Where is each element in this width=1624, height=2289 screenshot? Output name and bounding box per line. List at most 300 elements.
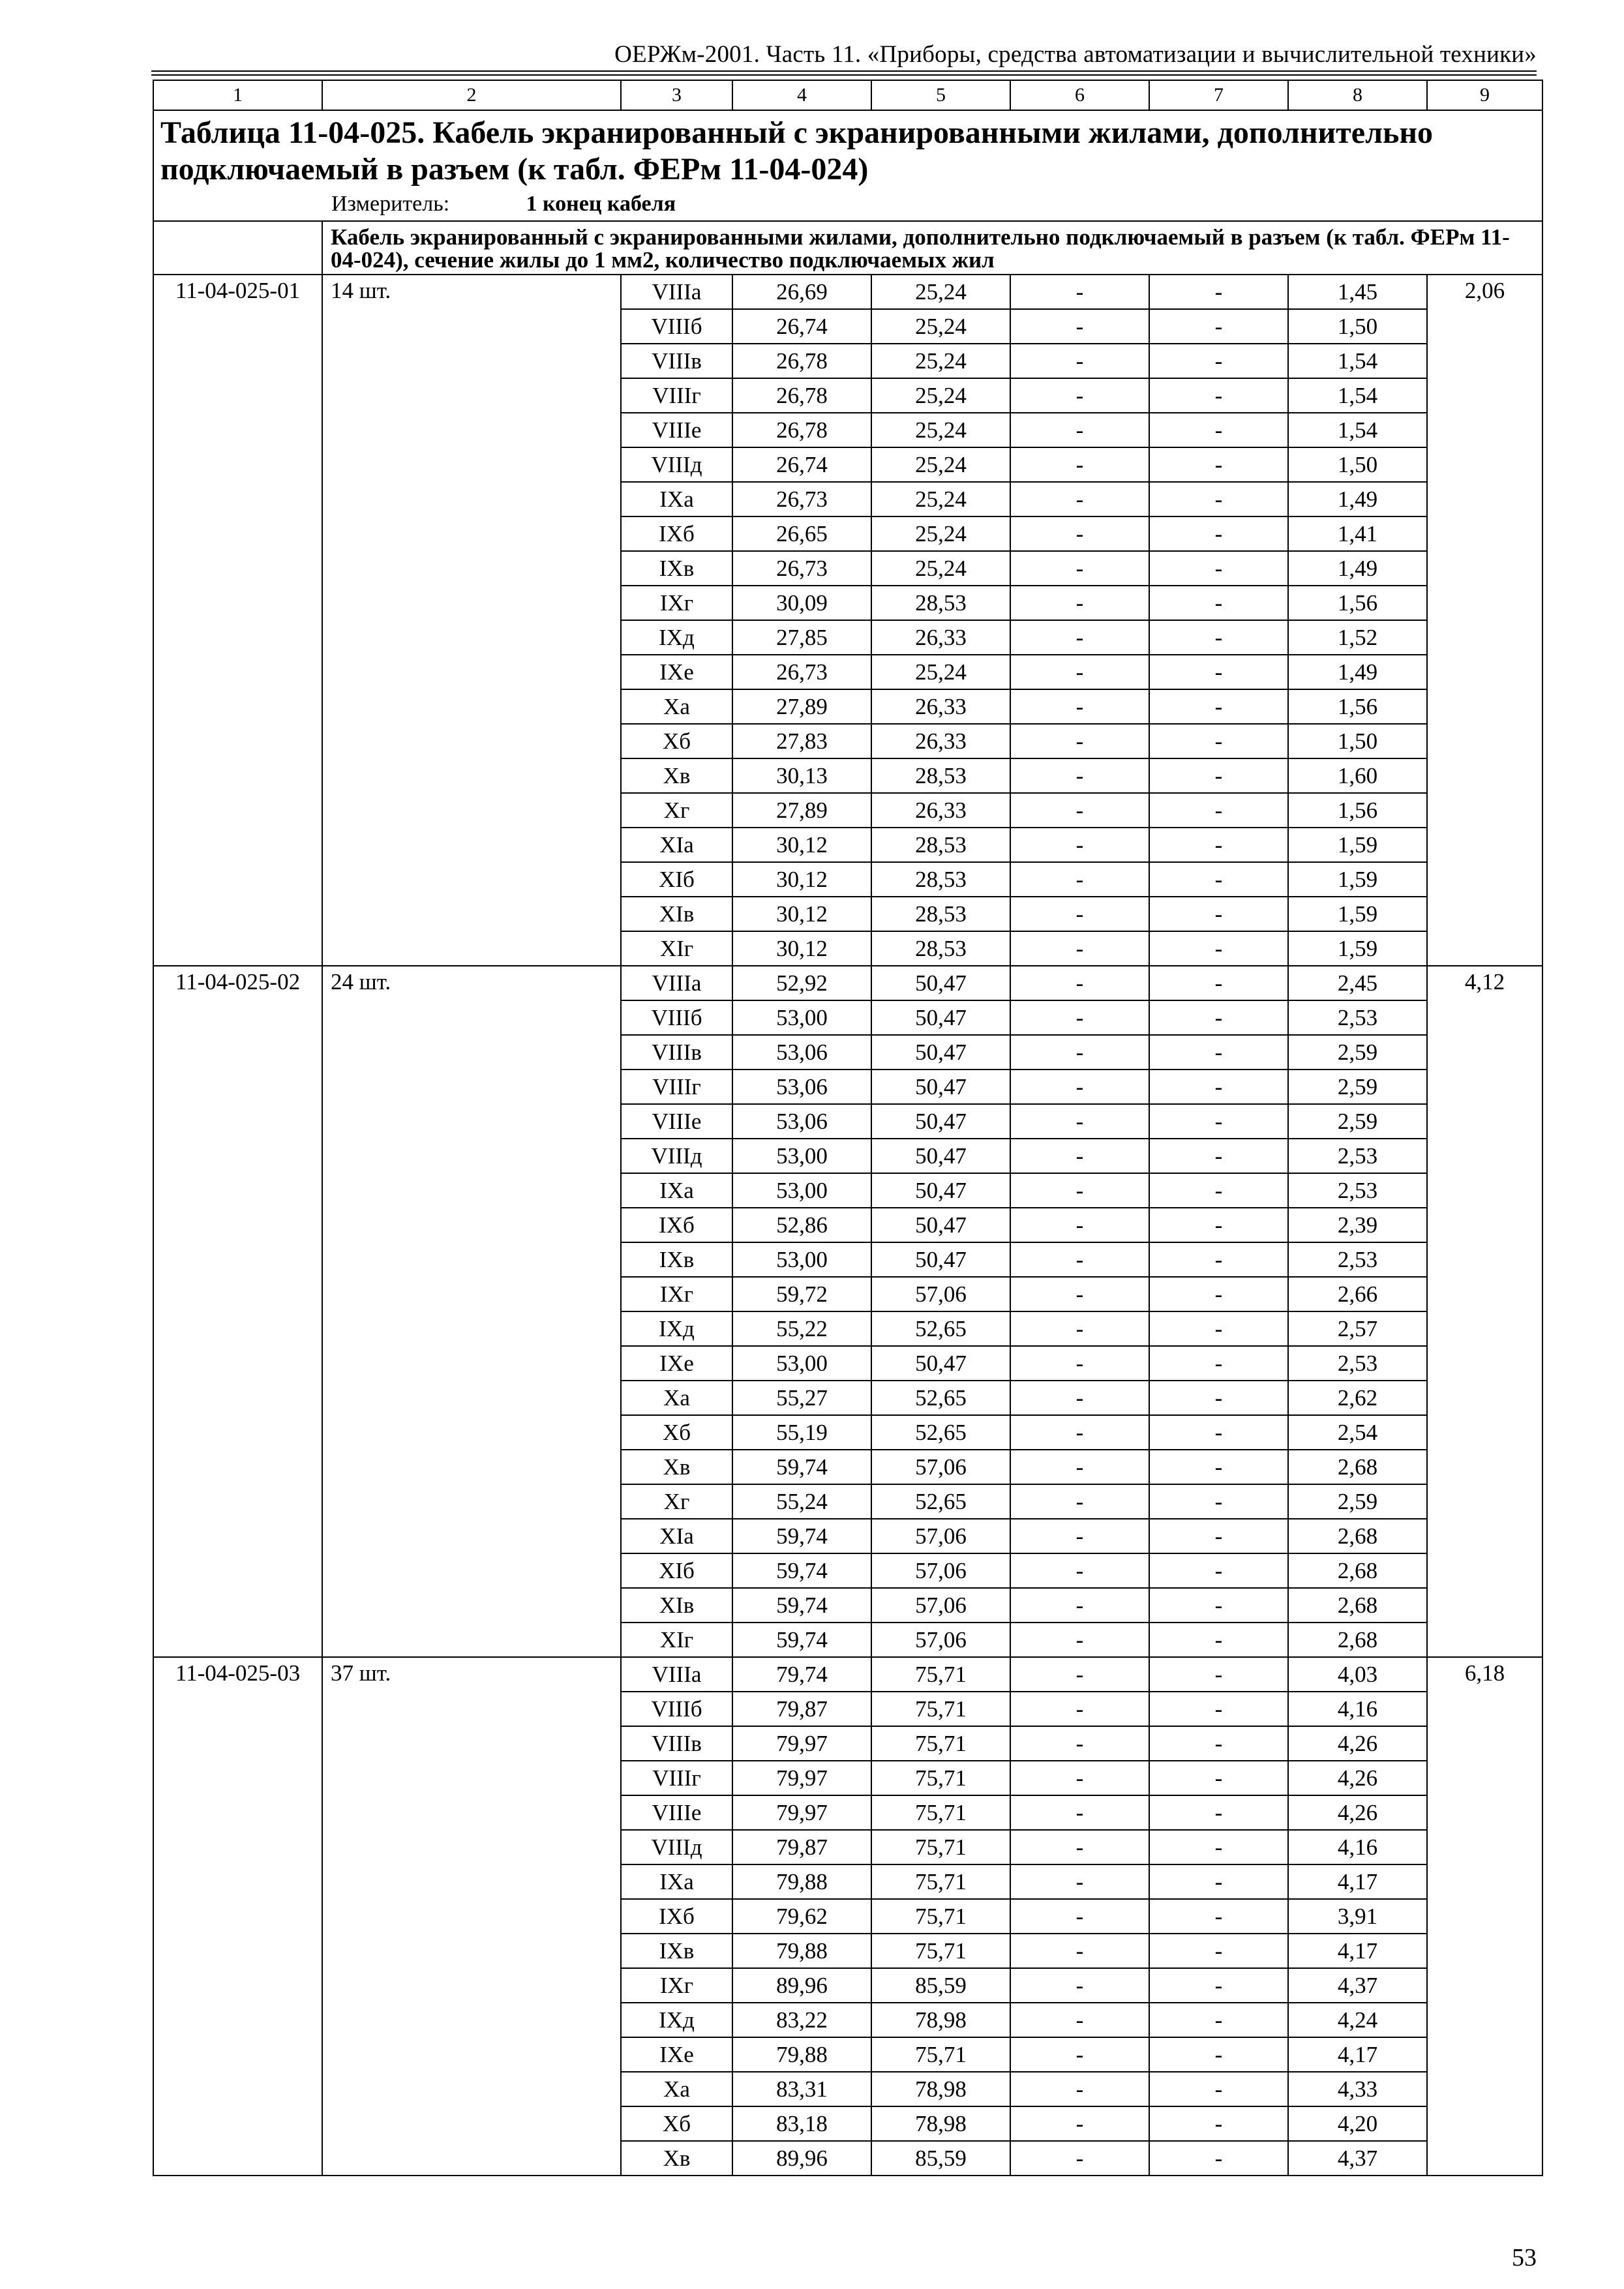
driver-cost: - bbox=[1149, 1381, 1288, 1415]
zone-code: IXб bbox=[621, 1899, 732, 1934]
total-cost: 53,00 bbox=[732, 1173, 871, 1208]
labor-hours: 2,06 bbox=[1427, 275, 1542, 966]
driver-cost: - bbox=[1149, 2106, 1288, 2141]
labor-cost: 75,71 bbox=[871, 1761, 1010, 1795]
material-cost: 1,60 bbox=[1288, 758, 1427, 793]
machine-cost: - bbox=[1010, 931, 1149, 966]
labor-cost: 28,53 bbox=[871, 586, 1010, 620]
machine-cost: - bbox=[1010, 1484, 1149, 1519]
machine-cost: - bbox=[1010, 1000, 1149, 1035]
total-cost: 53,06 bbox=[732, 1104, 871, 1139]
labor-cost: 50,47 bbox=[871, 1242, 1010, 1277]
machine-cost: - bbox=[1010, 1139, 1149, 1173]
total-cost: 79,97 bbox=[732, 1761, 871, 1795]
cores-quantity: 37 шт. bbox=[322, 1657, 621, 2176]
machine-cost: - bbox=[1010, 1415, 1149, 1450]
driver-cost: - bbox=[1149, 620, 1288, 655]
machine-cost: - bbox=[1010, 2003, 1149, 2037]
labor-cost: 26,33 bbox=[871, 689, 1010, 724]
labor-cost: 75,71 bbox=[871, 1899, 1010, 1934]
material-cost: 2,68 bbox=[1288, 1519, 1427, 1553]
material-cost: 1,56 bbox=[1288, 793, 1427, 828]
material-cost: 1,50 bbox=[1288, 309, 1427, 344]
machine-cost: - bbox=[1010, 413, 1149, 447]
material-cost: 2,62 bbox=[1288, 1381, 1427, 1415]
zone-code: Xб bbox=[621, 1415, 732, 1450]
machine-cost: - bbox=[1010, 1795, 1149, 1830]
labor-cost: 25,24 bbox=[871, 378, 1010, 413]
zone-code: XIг bbox=[621, 931, 732, 966]
driver-cost: - bbox=[1149, 2003, 1288, 2037]
total-cost: 53,00 bbox=[732, 1000, 871, 1035]
total-cost: 26,74 bbox=[732, 309, 871, 344]
labor-cost: 75,71 bbox=[871, 1934, 1010, 1968]
machine-cost: - bbox=[1010, 309, 1149, 344]
driver-cost: - bbox=[1149, 344, 1288, 378]
zone-code: XIб bbox=[621, 1553, 732, 1588]
driver-cost: - bbox=[1149, 1588, 1288, 1623]
zone-code: IXг bbox=[621, 586, 732, 620]
machine-cost: - bbox=[1010, 1623, 1149, 1657]
price-table bbox=[153, 80, 1543, 2176]
labor-cost: 50,47 bbox=[871, 1000, 1010, 1035]
machine-cost: - bbox=[1010, 1657, 1149, 1692]
machine-cost: - bbox=[1010, 1588, 1149, 1623]
machine-cost: - bbox=[1010, 1968, 1149, 2003]
machine-cost: - bbox=[1010, 1864, 1149, 1899]
driver-cost: - bbox=[1149, 1692, 1288, 1726]
total-cost: 30,13 bbox=[732, 758, 871, 793]
material-cost: 3,91 bbox=[1288, 1899, 1427, 1934]
material-cost: 2,59 bbox=[1288, 1484, 1427, 1519]
zone-code: Xа bbox=[621, 2072, 732, 2106]
zone-code: VIIIа bbox=[621, 1657, 732, 1692]
total-cost: 79,62 bbox=[732, 1899, 871, 1934]
driver-cost: - bbox=[1149, 758, 1288, 793]
machine-cost: - bbox=[1010, 793, 1149, 828]
machine-cost: - bbox=[1010, 1761, 1149, 1795]
driver-cost: - bbox=[1149, 516, 1288, 551]
zone-code: IXб bbox=[621, 516, 732, 551]
driver-cost: - bbox=[1149, 378, 1288, 413]
driver-cost: - bbox=[1149, 1104, 1288, 1139]
labor-cost: 50,47 bbox=[871, 1173, 1010, 1208]
total-cost: 26,65 bbox=[732, 516, 871, 551]
driver-cost: - bbox=[1149, 1346, 1288, 1381]
labor-cost: 75,71 bbox=[871, 1830, 1010, 1864]
total-cost: 53,06 bbox=[732, 1070, 871, 1104]
labor-cost: 25,24 bbox=[871, 516, 1010, 551]
total-cost: 83,18 bbox=[732, 2106, 871, 2141]
driver-cost: - bbox=[1149, 1864, 1288, 1899]
machine-cost: - bbox=[1010, 447, 1149, 482]
machine-cost: - bbox=[1010, 2072, 1149, 2106]
meter-row bbox=[160, 190, 1535, 220]
material-cost: 4,37 bbox=[1288, 1968, 1427, 2003]
labor-cost: 75,71 bbox=[871, 2037, 1010, 2072]
machine-cost: - bbox=[1010, 344, 1149, 378]
total-cost: 53,06 bbox=[732, 1035, 871, 1070]
zone-code: IXв bbox=[621, 551, 732, 586]
material-cost: 1,56 bbox=[1288, 689, 1427, 724]
column-number: 1 bbox=[153, 80, 322, 110]
machine-cost: - bbox=[1010, 1242, 1149, 1277]
material-cost: 2,68 bbox=[1288, 1553, 1427, 1588]
driver-cost: - bbox=[1149, 1519, 1288, 1553]
total-cost: 26,73 bbox=[732, 551, 871, 586]
table-row bbox=[153, 275, 1542, 309]
total-cost: 79,88 bbox=[732, 1934, 871, 1968]
labor-cost: 25,24 bbox=[871, 309, 1010, 344]
material-cost: 1,41 bbox=[1288, 516, 1427, 551]
machine-cost: - bbox=[1010, 724, 1149, 758]
machine-cost: - bbox=[1010, 1830, 1149, 1864]
driver-cost: - bbox=[1149, 931, 1288, 966]
machine-cost: - bbox=[1010, 966, 1149, 1000]
driver-cost: - bbox=[1149, 1311, 1288, 1346]
labor-cost: 85,59 bbox=[871, 2141, 1010, 2176]
zone-code: IXд bbox=[621, 1311, 732, 1346]
driver-cost: - bbox=[1149, 1070, 1288, 1104]
zone-code: VIIIе bbox=[621, 413, 732, 447]
driver-cost: - bbox=[1149, 966, 1288, 1000]
machine-cost: - bbox=[1010, 1346, 1149, 1381]
labor-cost: 50,47 bbox=[871, 1070, 1010, 1104]
material-cost: 4,17 bbox=[1288, 1864, 1427, 1899]
zone-code: IXд bbox=[621, 2003, 732, 2037]
labor-cost: 57,06 bbox=[871, 1450, 1010, 1484]
zone-code: XIа bbox=[621, 1519, 732, 1553]
column-number: 5 bbox=[871, 80, 1010, 110]
labor-cost: 78,98 bbox=[871, 2072, 1010, 2106]
zone-code: IXа bbox=[621, 1173, 732, 1208]
material-cost: 4,16 bbox=[1288, 1692, 1427, 1726]
zone-code: VIIIб bbox=[621, 309, 732, 344]
labor-cost: 52,65 bbox=[871, 1381, 1010, 1415]
material-cost: 1,54 bbox=[1288, 413, 1427, 447]
zone-code: Xв bbox=[621, 758, 732, 793]
machine-cost: - bbox=[1010, 862, 1149, 897]
labor-cost: 75,71 bbox=[871, 1726, 1010, 1761]
driver-cost: - bbox=[1149, 1035, 1288, 1070]
material-cost: 1,49 bbox=[1288, 551, 1427, 586]
zone-code: VIIIб bbox=[621, 1000, 732, 1035]
labor-cost: 75,71 bbox=[871, 1795, 1010, 1830]
labor-hours: 4,12 bbox=[1427, 966, 1542, 1657]
machine-cost: - bbox=[1010, 2106, 1149, 2141]
cores-quantity: 14 шт. bbox=[322, 275, 621, 966]
total-cost: 79,87 bbox=[732, 1830, 871, 1864]
total-cost: 27,83 bbox=[732, 724, 871, 758]
labor-cost: 57,06 bbox=[871, 1277, 1010, 1311]
labor-cost: 28,53 bbox=[871, 758, 1010, 793]
labor-cost: 25,24 bbox=[871, 482, 1010, 516]
zone-code: IXб bbox=[621, 1208, 732, 1242]
total-cost: 79,88 bbox=[732, 2037, 871, 2072]
machine-cost: - bbox=[1010, 1381, 1149, 1415]
zone-code: Xв bbox=[621, 1450, 732, 1484]
zone-code: Xг bbox=[621, 793, 732, 828]
material-cost: 1,59 bbox=[1288, 931, 1427, 966]
material-cost: 4,20 bbox=[1288, 2106, 1427, 2141]
zone-code: VIIIг bbox=[621, 1070, 732, 1104]
machine-cost: - bbox=[1010, 1934, 1149, 1968]
material-cost: 1,59 bbox=[1288, 862, 1427, 897]
material-cost: 2,53 bbox=[1288, 1173, 1427, 1208]
driver-cost: - bbox=[1149, 1761, 1288, 1795]
total-cost: 59,74 bbox=[732, 1450, 871, 1484]
zone-code: XIг bbox=[621, 1623, 732, 1657]
labor-cost: 50,47 bbox=[871, 966, 1010, 1000]
zone-code: XIв bbox=[621, 897, 732, 931]
total-cost: 79,74 bbox=[732, 1657, 871, 1692]
labor-cost: 57,06 bbox=[871, 1553, 1010, 1588]
material-cost: 4,17 bbox=[1288, 2037, 1427, 2072]
driver-cost: - bbox=[1149, 689, 1288, 724]
labor-cost: 25,24 bbox=[871, 344, 1010, 378]
material-cost: 4,33 bbox=[1288, 2072, 1427, 2106]
table-title-row bbox=[153, 110, 1542, 221]
machine-cost: - bbox=[1010, 1553, 1149, 1588]
material-cost: 1,54 bbox=[1288, 378, 1427, 413]
driver-cost: - bbox=[1149, 586, 1288, 620]
zone-code: VIIIд bbox=[621, 1830, 732, 1864]
driver-cost: - bbox=[1149, 1484, 1288, 1519]
zone-code: IXг bbox=[621, 1277, 732, 1311]
machine-cost: - bbox=[1010, 378, 1149, 413]
table-title-cell bbox=[153, 110, 1542, 221]
position-code: 11-04-025-03 bbox=[153, 1657, 322, 2176]
machine-cost: - bbox=[1010, 1277, 1149, 1311]
table-title: Таблица 11-04-025. Кабель экранированный с экранированными жилами, дополнительно подключаемый в разъем (к табл. ФЕРм 11-04-024) bbox=[160, 115, 1434, 187]
driver-cost: - bbox=[1149, 2141, 1288, 2176]
zone-code: VIIIд bbox=[621, 447, 732, 482]
column-number-row bbox=[153, 80, 1542, 110]
labor-cost: 50,47 bbox=[871, 1346, 1010, 1381]
labor-cost: 50,47 bbox=[871, 1104, 1010, 1139]
material-cost: 2,45 bbox=[1288, 966, 1427, 1000]
running-title: ОЕРЖм-2001. Часть 11. «Приборы, средства автоматизации и вычислительной техники» bbox=[614, 41, 1537, 68]
zone-code: VIIIб bbox=[621, 1692, 732, 1726]
driver-cost: - bbox=[1149, 275, 1288, 309]
total-cost: 26,78 bbox=[732, 344, 871, 378]
total-cost: 59,74 bbox=[732, 1519, 871, 1553]
material-cost: 1,52 bbox=[1288, 620, 1427, 655]
total-cost: 52,92 bbox=[732, 966, 871, 1000]
machine-cost: - bbox=[1010, 516, 1149, 551]
machine-cost: - bbox=[1010, 1899, 1149, 1934]
header-rule bbox=[151, 70, 1537, 72]
material-cost: 2,59 bbox=[1288, 1035, 1427, 1070]
driver-cost: - bbox=[1149, 1623, 1288, 1657]
driver-cost: - bbox=[1149, 413, 1288, 447]
driver-cost: - bbox=[1149, 828, 1288, 862]
position-code: 11-04-025-01 bbox=[153, 275, 322, 966]
driver-cost: - bbox=[1149, 1795, 1288, 1830]
zone-code: IXв bbox=[621, 1242, 732, 1277]
labor-cost: 52,65 bbox=[871, 1311, 1010, 1346]
machine-cost: - bbox=[1010, 1035, 1149, 1070]
driver-cost: - bbox=[1149, 1968, 1288, 2003]
total-cost: 26,73 bbox=[732, 655, 871, 689]
labor-cost: 28,53 bbox=[871, 828, 1010, 862]
material-cost: 2,66 bbox=[1288, 1277, 1427, 1311]
machine-cost: - bbox=[1010, 897, 1149, 931]
labor-cost: 50,47 bbox=[871, 1208, 1010, 1242]
material-cost: 1,50 bbox=[1288, 724, 1427, 758]
machine-cost: - bbox=[1010, 828, 1149, 862]
total-cost: 83,31 bbox=[732, 2072, 871, 2106]
material-cost: 4,03 bbox=[1288, 1657, 1427, 1692]
machine-cost: - bbox=[1010, 1450, 1149, 1484]
total-cost: 26,73 bbox=[732, 482, 871, 516]
total-cost: 79,97 bbox=[732, 1795, 871, 1830]
machine-cost: - bbox=[1010, 551, 1149, 586]
cores-quantity: 24 шт. bbox=[322, 966, 621, 1657]
zone-code: XIа bbox=[621, 828, 732, 862]
machine-cost: - bbox=[1010, 1070, 1149, 1104]
total-cost: 79,87 bbox=[732, 1692, 871, 1726]
zone-code: Xв bbox=[621, 2141, 732, 2176]
driver-cost: - bbox=[1149, 655, 1288, 689]
machine-cost: - bbox=[1010, 482, 1149, 516]
material-cost: 2,53 bbox=[1288, 1000, 1427, 1035]
labor-cost: 52,65 bbox=[871, 1484, 1010, 1519]
labor-cost: 25,24 bbox=[871, 551, 1010, 586]
total-cost: 53,00 bbox=[732, 1139, 871, 1173]
material-cost: 1,45 bbox=[1288, 275, 1427, 309]
total-cost: 79,97 bbox=[732, 1726, 871, 1761]
driver-cost: - bbox=[1149, 1277, 1288, 1311]
position-code: 11-04-025-02 bbox=[153, 966, 322, 1657]
labor-cost: 26,33 bbox=[871, 793, 1010, 828]
driver-cost: - bbox=[1149, 724, 1288, 758]
zone-code: Xб bbox=[621, 724, 732, 758]
driver-cost: - bbox=[1149, 1830, 1288, 1864]
material-cost: 2,53 bbox=[1288, 1139, 1427, 1173]
zone-code: IXе bbox=[621, 1346, 732, 1381]
total-cost: 59,74 bbox=[732, 1623, 871, 1657]
meter-value: 1 конец кабеля bbox=[526, 192, 676, 216]
total-cost: 30,12 bbox=[732, 828, 871, 862]
material-cost: 2,59 bbox=[1288, 1104, 1427, 1139]
zone-code: IXе bbox=[621, 2037, 732, 2072]
zone-code: Xб bbox=[621, 2106, 732, 2141]
column-number: 8 bbox=[1288, 80, 1427, 110]
total-cost: 89,96 bbox=[732, 2141, 871, 2176]
labor-cost: 78,98 bbox=[871, 2003, 1010, 2037]
total-cost: 52,86 bbox=[732, 1208, 871, 1242]
subtitle-blank-cell bbox=[153, 221, 322, 275]
table-subtitle: Кабель экранированный с экранированными жилами, дополнительно подключаемый в разъем (к табл. ФЕРм 11-04-024), сечение жилы до 1 мм2, количество подключаемых жил bbox=[322, 221, 1542, 275]
zone-code: VIIIа bbox=[621, 275, 732, 309]
labor-hours: 6,18 bbox=[1427, 1657, 1542, 2176]
machine-cost: - bbox=[1010, 1311, 1149, 1346]
material-cost: 2,39 bbox=[1288, 1208, 1427, 1242]
zone-code: VIIIа bbox=[621, 966, 732, 1000]
material-cost: 2,68 bbox=[1288, 1588, 1427, 1623]
labor-cost: 75,71 bbox=[871, 1864, 1010, 1899]
zone-code: IXа bbox=[621, 482, 732, 516]
material-cost: 2,53 bbox=[1288, 1346, 1427, 1381]
zone-code: Xг bbox=[621, 1484, 732, 1519]
total-cost: 89,96 bbox=[732, 1968, 871, 2003]
material-cost: 1,59 bbox=[1288, 828, 1427, 862]
labor-cost: 57,06 bbox=[871, 1588, 1010, 1623]
labor-cost: 28,53 bbox=[871, 862, 1010, 897]
labor-cost: 25,24 bbox=[871, 655, 1010, 689]
total-cost: 55,22 bbox=[732, 1311, 871, 1346]
total-cost: 55,27 bbox=[732, 1381, 871, 1415]
material-cost: 4,26 bbox=[1288, 1761, 1427, 1795]
total-cost: 30,12 bbox=[732, 897, 871, 931]
driver-cost: - bbox=[1149, 309, 1288, 344]
labor-cost: 25,24 bbox=[871, 447, 1010, 482]
labor-cost: 26,33 bbox=[871, 620, 1010, 655]
total-cost: 27,89 bbox=[732, 689, 871, 724]
material-cost: 2,68 bbox=[1288, 1450, 1427, 1484]
machine-cost: - bbox=[1010, 1208, 1149, 1242]
material-cost: 2,59 bbox=[1288, 1070, 1427, 1104]
labor-cost: 75,71 bbox=[871, 1692, 1010, 1726]
zone-code: VIIIг bbox=[621, 378, 732, 413]
material-cost: 2,57 bbox=[1288, 1311, 1427, 1346]
total-cost: 26,78 bbox=[732, 378, 871, 413]
labor-cost: 57,06 bbox=[871, 1623, 1010, 1657]
machine-cost: - bbox=[1010, 1173, 1149, 1208]
material-cost: 1,49 bbox=[1288, 482, 1427, 516]
running-header bbox=[151, 37, 1537, 73]
material-cost: 1,56 bbox=[1288, 586, 1427, 620]
table-row bbox=[153, 1657, 1542, 1692]
labor-cost: 78,98 bbox=[871, 2106, 1010, 2141]
material-cost: 1,49 bbox=[1288, 655, 1427, 689]
driver-cost: - bbox=[1149, 1139, 1288, 1173]
column-number: 9 bbox=[1427, 80, 1542, 110]
machine-cost: - bbox=[1010, 2141, 1149, 2176]
zone-code: VIIIг bbox=[621, 1761, 732, 1795]
page-number: 53 bbox=[1512, 2244, 1537, 2271]
driver-cost: - bbox=[1149, 447, 1288, 482]
driver-cost: - bbox=[1149, 1934, 1288, 1968]
zone-code: XIб bbox=[621, 862, 732, 897]
labor-cost: 52,65 bbox=[871, 1415, 1010, 1450]
driver-cost: - bbox=[1149, 1726, 1288, 1761]
material-cost: 2,53 bbox=[1288, 1242, 1427, 1277]
machine-cost: - bbox=[1010, 620, 1149, 655]
column-number: 3 bbox=[621, 80, 732, 110]
driver-cost: - bbox=[1149, 1173, 1288, 1208]
total-cost: 30,12 bbox=[732, 862, 871, 897]
driver-cost: - bbox=[1149, 862, 1288, 897]
machine-cost: - bbox=[1010, 586, 1149, 620]
material-cost: 4,24 bbox=[1288, 2003, 1427, 2037]
total-cost: 53,00 bbox=[732, 1242, 871, 1277]
machine-cost: - bbox=[1010, 1726, 1149, 1761]
driver-cost: - bbox=[1149, 551, 1288, 586]
total-cost: 30,09 bbox=[732, 586, 871, 620]
zone-code: VIIIе bbox=[621, 1795, 732, 1830]
column-number: 4 bbox=[732, 80, 871, 110]
material-cost: 1,54 bbox=[1288, 344, 1427, 378]
labor-cost: 26,33 bbox=[871, 724, 1010, 758]
header-rule bbox=[151, 74, 1537, 76]
labor-cost: 50,47 bbox=[871, 1139, 1010, 1173]
zone-code: Xа bbox=[621, 689, 732, 724]
material-cost: 4,37 bbox=[1288, 2141, 1427, 2176]
material-cost: 2,68 bbox=[1288, 1623, 1427, 1657]
zone-code: IXв bbox=[621, 1934, 732, 1968]
